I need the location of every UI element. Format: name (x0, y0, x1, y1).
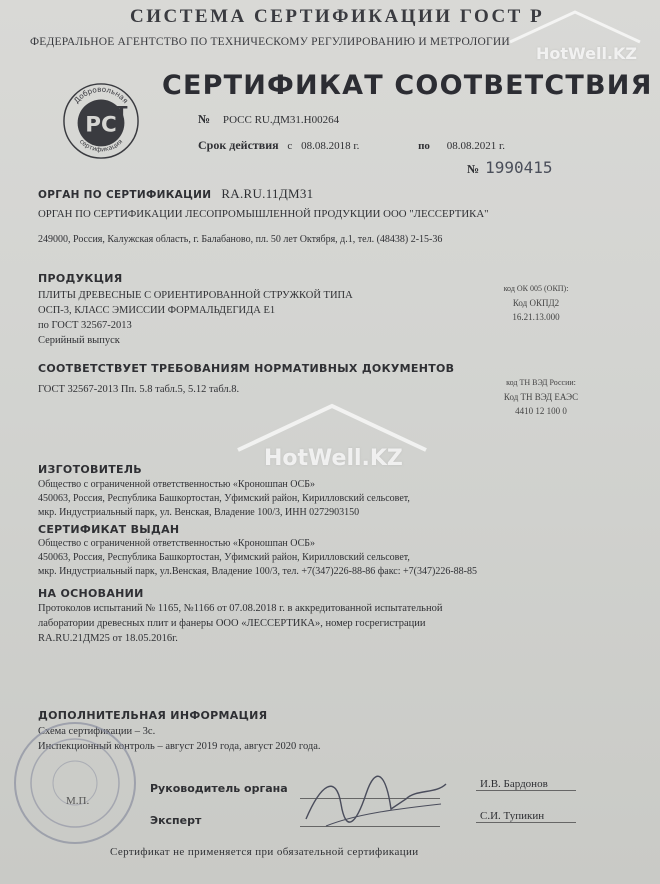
basis-line-1: Протоколов испытаний № 1165, №1166 от 07.08.2018 г. в аккредитованной испытательной (38, 603, 443, 614)
watermark-top: HotWell.KZ (536, 44, 638, 63)
logo-top-text: Добровольная (71, 84, 131, 106)
product-code-label: Код ОКПД2 (512, 298, 560, 308)
cb-address: 249000, Россия, Калужская область, г. Балабаново, пл. 50 лет Октября, д.1, тел. (48438) 2-15-36 (38, 234, 443, 245)
product-code-box (476, 282, 596, 324)
head-signature-label: Руководитель органа (150, 782, 288, 795)
watermark-center-house-icon (232, 400, 432, 456)
expert-name-line (476, 822, 576, 823)
product-line-3: по ГОСТ 32567-2013 (38, 320, 132, 331)
product-line-1: ПЛИТЫ ДРЕВЕСНЫЕ С ОРИЕНТИРОВАННОЙ СТРУЖКОЙ ТИПА (38, 290, 353, 301)
certification-body-label (38, 186, 313, 202)
to-label: по (418, 140, 430, 152)
basis-heading: НА ОСНОВАНИИ (38, 587, 144, 600)
manufacturer-heading: ИЗГОТОВИТЕЛЬ (38, 463, 142, 476)
compliance-text: ГОСТ 32567-2013 Пп. 5.8 табл.5, 5.12 табл.8. (38, 384, 240, 395)
gost-r-logo (62, 82, 140, 160)
issued-heading: СЕРТИФИКАТ ВЫДАН (38, 523, 180, 536)
certificate-title: СЕРТИФИКАТ СООТВЕТСТВИЯ (162, 70, 653, 101)
manufacturer-line-1: Общество с ограниченной ответственностью «Кроношпан ОСБ» (38, 479, 316, 490)
cb-name: ОРГАН ПО СЕРТИФИКАЦИИ ЛЕСОПРОМЫШЛЕННОЙ ПРОДУКЦИИ ООО "ЛЕССЕРТИКА" (38, 208, 489, 220)
logo-letters: PC (85, 112, 117, 138)
compliance-code-box (476, 376, 606, 418)
additional-line-1: Схема сертификации – 3с. (38, 726, 156, 737)
manufacturer-line-2: 450063, Россия, Республика Башкортостан, Уфимский район, Кирилловский сельсовет, (38, 493, 410, 504)
manufacturer-line-3: мкр. Индустриальный парк, ул. Венская, Владение 100/3, ИНН 0272903150 (38, 507, 360, 518)
date-to: 08.08.2021 г. (446, 140, 505, 152)
product-code-value: 16.21.13.000 (512, 312, 560, 322)
number-label: № (198, 112, 211, 126)
expert-name: С.И. Тупикин (480, 810, 545, 822)
issued-line-1: Общество с ограниченной ответственностью «Кроношпан ОСБ» (38, 538, 316, 549)
validity-label: Срок действия (198, 138, 279, 152)
round-stamp (8, 716, 142, 850)
watermark-center: HotWell.KZ (264, 446, 403, 471)
agency-name: ФЕДЕРАЛЬНОЕ АГЕНТСТВО ПО ТЕХНИЧЕСКОМУ РЕГУЛИРОВАНИЮ И МЕТРОЛОГИИ (30, 36, 510, 48)
product-code-small: код ОК 005 (ОКП): (503, 284, 569, 293)
product-line-4: Серийный выпуск (38, 335, 120, 346)
basis-line-3: RA.RU.21ДМ25 от 18.05.2016г. (38, 633, 178, 644)
serial-value: 1990415 (485, 158, 553, 177)
compliance-code-small: код ТН ВЭД России: (506, 378, 576, 387)
compliance-code-value: 4410 12 100 0 (515, 406, 567, 416)
handwritten-signature (296, 764, 456, 834)
head-name-line (476, 790, 576, 791)
expert-signature-label: Эксперт (150, 814, 202, 827)
additional-heading: ДОПОЛНИТЕЛЬНАЯ ИНФОРМАЦИЯ (38, 709, 268, 722)
validity-line (198, 138, 505, 153)
additional-line-2: Инспекционный контроль – август 2019 года, август 2020 года. (38, 741, 321, 752)
cb-code: RA.RU.11ДМ31 (221, 186, 314, 201)
stamp-label: М.П. (66, 795, 90, 807)
logo-mark: T (115, 104, 128, 125)
certificate-number-line (198, 112, 339, 127)
from-label: с (287, 140, 293, 152)
head-name: И.В. Бардонов (480, 778, 548, 790)
basis-line-2: лаборатории древесных плит и фанеры ООО «ЛЕССЕРТИКА», номер госрегистрации (38, 618, 426, 629)
compliance-heading: СООТВЕТСТВУЕТ ТРЕБОВАНИЯМ НОРМАТИВНЫХ ДОКУМЕНТОВ (38, 362, 455, 375)
footer-note: Сертификат не применяется при обязательной сертификации (110, 846, 419, 858)
watermark-house-icon (500, 8, 650, 48)
issued-line-3: мкр. Индустриальный парк, ул.Венская, Владение 100/3, тел. +7(347)226-88-86 факс: +7(347)226-88-85 (38, 566, 477, 577)
logo-bottom-text: сертификация (77, 138, 125, 154)
system-title: СИСТЕМА СЕРТИФИКАЦИИ ГОСТ Р (130, 6, 545, 27)
product-line-2: ОСП-3, КЛАСС ЭМИССИИ ФОРМАЛЬДЕГИДА Е1 (38, 305, 276, 316)
issued-line-2: 450063, Россия, Республика Башкортостан, Уфимский район, Кирилловский сельсовет, (38, 552, 410, 563)
product-heading: ПРОДУКЦИЯ (38, 272, 123, 285)
date-from: 08.08.2018 г. (301, 140, 360, 152)
cb-label-text: ОРГАН ПО СЕРТИФИКАЦИИ (38, 189, 212, 201)
certificate-number: РОСС RU.ДМ31.Н00264 (222, 114, 340, 126)
serial-number (467, 158, 553, 177)
serial-label: № (467, 162, 480, 176)
compliance-code-label: Код ТН ВЭД ЕАЭС (503, 392, 579, 402)
